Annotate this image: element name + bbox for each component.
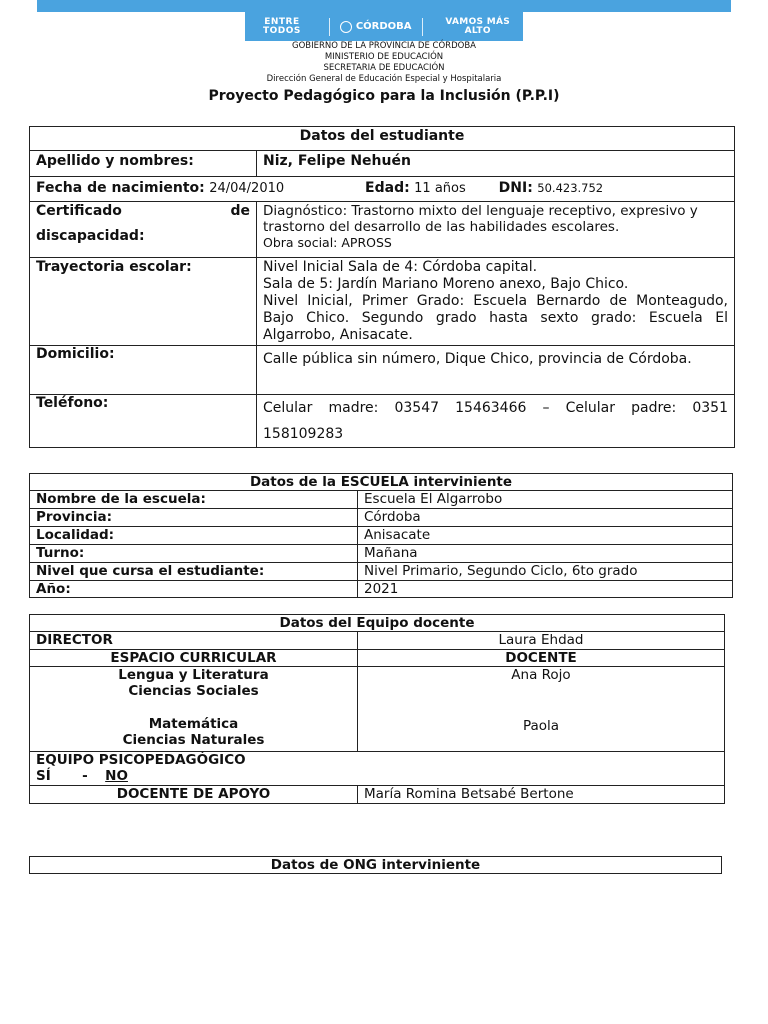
- address-value: Calle pública sin número, Dique Chico, provincia de Córdoba.: [257, 346, 735, 395]
- logo-entre-todos: ENTRE TODOS: [262, 16, 301, 36]
- logo-vamos-mas-alto: VAMOS MÁS ALTO: [445, 16, 511, 36]
- health-insurance-text: Obra social: APROSS: [263, 235, 392, 250]
- teacher-1: Ana Rojo: [511, 667, 571, 683]
- shift-label: Turno:: [30, 545, 358, 563]
- school-table: [29, 473, 733, 598]
- logo-cordoba-text: CÓRDOBA: [355, 21, 412, 32]
- support-teacher-label: DOCENTE DE APOYO: [30, 786, 358, 804]
- subject-column-header: ESPACIO CURRICULAR: [30, 650, 358, 667]
- ong-section-title: Datos de ONG interviniente: [30, 857, 722, 874]
- age-value: 11 años: [414, 181, 466, 196]
- diagnosis-text: Diagnóstico: Trastorno mixto del lenguaje receptivo, expresivo y trastorno del desarrollo de las habilidades escolares.: [263, 203, 698, 235]
- psychopedagogic-label: EQUIPO PSICOPEDAGÓGICO: [36, 752, 246, 768]
- year-value: 2021: [358, 581, 733, 598]
- seal-icon: [340, 21, 352, 33]
- support-teacher-value: María Romina Betsabé Bertone: [358, 786, 725, 804]
- subject-language: Lengua y Literatura: [118, 667, 269, 683]
- government-banner: [245, 12, 523, 41]
- banner-divider: [329, 18, 330, 36]
- age-label: Edad:: [365, 180, 410, 196]
- certificate-value: [257, 202, 735, 258]
- subject-natural-sciences: Ciencias Naturales: [122, 732, 265, 748]
- locality-label: Localidad:: [30, 527, 358, 545]
- trajectory-label: Trayectoria escolar:: [30, 258, 257, 346]
- trajectory-line-2: Sala de 5: Jardín Mariano Moreno anexo, Bajo Chico.: [263, 276, 629, 292]
- team-table: [29, 614, 725, 804]
- certificate-label-word: Certificado: [36, 203, 122, 219]
- level-label: Nivel que cursa el estudiante:: [30, 563, 358, 581]
- student-table: [29, 126, 735, 448]
- shift-value: Mañana: [358, 545, 733, 563]
- director-value: Laura Ehdad: [358, 632, 725, 650]
- certificate-label-de: de: [230, 203, 250, 219]
- year-label: Año:: [30, 581, 358, 598]
- psychopedagogic-cell: [30, 752, 725, 786]
- locality-value: Anisacate: [358, 527, 733, 545]
- school-name-label: Nombre de la escuela:: [30, 491, 358, 509]
- province-label: Provincia:: [30, 509, 358, 527]
- psychopedagogic-yes: SÍ: [36, 768, 51, 784]
- gov-line-4: Dirección General de Educación Especial y Hospitalaria: [266, 74, 502, 84]
- certificate-label-line2: discapacidad:: [36, 228, 145, 244]
- psychopedagogic-no: NO: [105, 768, 128, 784]
- phone-value: Celular madre: 03547 15463466 – Celular padre: 0351 158109283: [257, 395, 735, 448]
- birth-value: 24/04/2010: [209, 181, 285, 196]
- teachers-cell: [358, 667, 725, 752]
- psychopedagogic-dash: -: [82, 768, 88, 784]
- address-label: Domicilio:: [30, 346, 257, 395]
- page-title: Proyecto Pedagógico para la Inclusión (P.P.I): [208, 88, 560, 104]
- gov-line-3: SECRETARIA DE EDUCACIÓN: [323, 63, 445, 73]
- name-value: Niz, Felipe Nehuén: [257, 151, 735, 177]
- gov-line-2: MINISTERIO DE EDUCACIÓN: [324, 52, 444, 62]
- teacher-column-header: DOCENTE: [358, 650, 725, 667]
- subject-social-sciences: Ciencias Sociales: [128, 683, 259, 699]
- banner-divider: [422, 18, 423, 36]
- level-value: Nivel Primario, Segundo Ciclo, 6to grado: [358, 563, 733, 581]
- trajectory-line-3: Nivel Inicial, Primer Grado: Escuela Bernardo de Monteagudo, Bajo Chico. Segundo grado hasta sexto grado: Escuela El Algarrobo, Anisacate.: [263, 293, 728, 343]
- trajectory-line-1: Nivel Inicial Sala de 4: Córdoba capital.: [263, 259, 538, 275]
- name-label: Apellido y nombres:: [30, 151, 257, 177]
- student-section-title: Datos del estudiante: [30, 127, 735, 151]
- birth-label: Fecha de nacimiento:: [36, 180, 205, 196]
- teacher-2: Paola: [522, 718, 560, 734]
- phone-label: Teléfono:: [30, 395, 257, 448]
- ong-table: [29, 856, 722, 874]
- province-value: Córdoba: [358, 509, 733, 527]
- team-section-title: Datos del Equipo docente: [30, 615, 725, 632]
- gov-line-1: GOBIERNO DE LA PROVINCIA DE CÓRDOBA: [292, 41, 476, 51]
- certificate-label: [30, 202, 257, 258]
- school-name-value: Escuela El Algarrobo: [358, 491, 733, 509]
- subject-math: Matemática: [148, 716, 239, 732]
- subjects-cell: [30, 667, 358, 752]
- trajectory-value: [257, 258, 735, 346]
- birth-age-dni-row: [30, 177, 735, 202]
- school-section-title: Datos de la ESCUELA interviniente: [30, 474, 733, 491]
- dni-value: 50.423.752: [537, 181, 604, 195]
- logo-cordoba: [340, 21, 412, 33]
- header-top-bar: [37, 0, 731, 12]
- dni-label: DNI:: [498, 180, 533, 196]
- director-label: DIRECTOR: [30, 632, 358, 650]
